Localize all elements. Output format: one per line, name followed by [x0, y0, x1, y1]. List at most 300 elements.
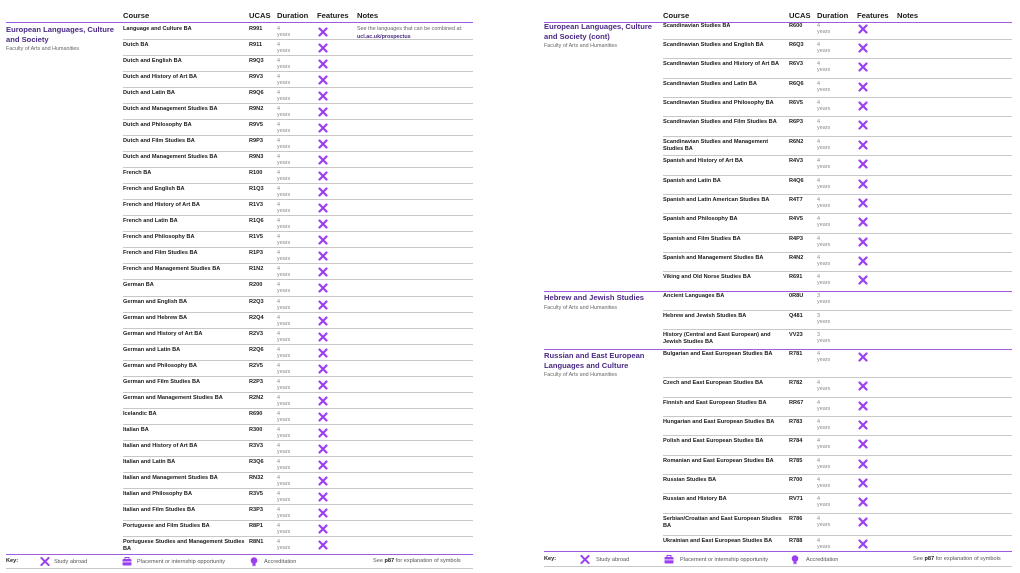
row-divider: [123, 456, 473, 457]
study-abroad-icon: [858, 539, 868, 549]
row-divider: [123, 151, 473, 152]
row-divider: [123, 55, 473, 56]
duration: 4 years: [277, 315, 291, 327]
ucas-code: R1V5: [249, 234, 263, 240]
duration: 4 years: [817, 477, 831, 489]
course-name: German BA: [123, 282, 154, 288]
ucas-code: R1V3: [249, 202, 263, 208]
study-abroad-icon: [318, 251, 328, 261]
study-abroad-icon: [318, 235, 328, 245]
key-ref-suffix: for explanation of symbols: [394, 558, 461, 564]
course-name: Italian and Philosophy BA: [123, 491, 192, 497]
row-divider: [123, 135, 473, 136]
course-name: Italian and Latin BA: [123, 459, 176, 465]
study-abroad-icon: [318, 316, 328, 326]
row-divider: [123, 39, 473, 40]
duration: 4 years: [277, 58, 291, 70]
header-ucas: UCAS: [249, 11, 271, 20]
course-name: German and Hebrew BA: [123, 315, 188, 321]
key-ref-prefix: See: [913, 556, 925, 562]
duration: 4 years: [817, 274, 831, 286]
ucas-code: R8P1: [249, 523, 263, 529]
course-name: French and Philosophy BA: [123, 234, 195, 240]
study-abroad-icon: [318, 348, 328, 358]
study-abroad-icon: [318, 107, 328, 117]
duration: 3 years: [817, 313, 831, 325]
duration: 4 years: [277, 234, 291, 246]
duration: 4 years: [277, 507, 291, 519]
course-name: Dutch and Management Studies BA: [123, 106, 218, 112]
row-divider: [123, 215, 473, 216]
course-name: Bulgarian and East European Studies BA: [663, 351, 773, 357]
row-divider: [123, 87, 473, 88]
row-divider: [663, 474, 1012, 475]
duration: 4 years: [277, 475, 291, 487]
header-features: Features: [317, 11, 349, 20]
study-abroad-icon: [318, 396, 328, 406]
ucas-code: R1P3: [249, 250, 263, 256]
duration: 4 years: [277, 363, 291, 375]
ucas-code: R9N2: [249, 106, 264, 112]
ucas-code: R2Q4: [249, 315, 264, 321]
row-divider: [123, 167, 473, 168]
course-name: Viking and Old Norse Studies BA: [663, 274, 751, 280]
key-ref-prefix: See: [373, 558, 385, 564]
duration: 4 years: [817, 496, 831, 508]
course-name: Italian and History of Art BA: [123, 443, 198, 449]
row-divider: [663, 252, 1012, 253]
course-name: Dutch and Latin BA: [123, 90, 175, 96]
row-divider: [663, 310, 1012, 311]
row-divider: [663, 213, 1012, 214]
row-divider: [663, 329, 1012, 330]
key-study-abroad: [580, 555, 629, 564]
duration: 4 years: [817, 61, 831, 73]
course-name: Spanish and Philosophy BA: [663, 216, 738, 222]
row-divider: [123, 263, 473, 264]
duration: 4 years: [817, 438, 831, 450]
study-abroad-icon: [318, 428, 328, 438]
key-legend: [6, 558, 18, 564]
duration: 4 years: [277, 523, 291, 535]
course-name: Dutch BA: [123, 42, 149, 48]
row-divider: [123, 183, 473, 184]
course-name: Spanish and History of Art BA: [663, 158, 743, 164]
study-abroad-icon: [318, 444, 328, 454]
ucas-code: R2V5: [249, 363, 263, 369]
ucas-code: R690: [249, 411, 263, 417]
row-divider: [123, 279, 473, 280]
course-name: Finnish and East European Studies BA: [663, 400, 767, 406]
study-abroad-icon: [858, 517, 868, 527]
ucas-code: R9V3: [249, 74, 263, 80]
row-divider: [663, 455, 1012, 456]
study-abroad-icon: [858, 256, 868, 266]
study-abroad-icon: [858, 120, 868, 130]
study-abroad-icon: [858, 439, 868, 449]
section-faculty: Faculty of Arts and Humanities: [544, 43, 618, 49]
key-accreditation-label: Accreditation: [264, 559, 297, 565]
row-divider: [123, 344, 473, 345]
ucas-code: R9Q6: [249, 90, 264, 96]
key-accreditation: [250, 557, 296, 567]
course-name: Spanish and Latin BA: [663, 178, 721, 184]
duration: 4 years: [277, 443, 291, 455]
course-name: Italian and Management Studies BA: [123, 475, 218, 481]
study-abroad-icon: [858, 420, 868, 430]
section-title: Hebrew and Jewish Studies: [544, 293, 645, 302]
duration: 4 years: [277, 170, 291, 182]
course-name: German and Latin BA: [123, 347, 181, 353]
ucas-code: R783: [789, 419, 803, 425]
key-study-abroad-label: Study abroad: [54, 558, 88, 565]
ucas-code: R2P3: [249, 379, 263, 385]
study-abroad-icon: [318, 75, 328, 85]
course-name: Scandinavian Studies and English BA: [663, 42, 764, 48]
ucas-code: R785: [789, 458, 803, 464]
row-divider: [123, 536, 473, 537]
study-abroad-icon: [318, 91, 328, 101]
course-name: Icelandic BA: [123, 411, 157, 417]
row-divider: [123, 392, 473, 393]
course-name: Scandinavian Studies and Management Studies BA: [663, 139, 769, 152]
ucas-code: R781: [789, 351, 803, 357]
row-divider: [663, 397, 1012, 398]
duration: 4 years: [817, 100, 831, 112]
study-abroad-icon: [858, 179, 868, 189]
course-name: History (Central and East European) and Jewish Studies BA: [663, 332, 771, 345]
course-name: Dutch and History of Art BA: [123, 74, 198, 80]
course-name: Romanian and East European Studies BA: [663, 458, 774, 464]
section-divider: [544, 349, 1012, 350]
row-divider: [123, 504, 473, 505]
study-abroad-icon: [858, 101, 868, 111]
ucas-code: R911: [249, 42, 263, 48]
ucas-code: R4N2: [789, 255, 804, 261]
study-abroad-icon: [318, 524, 328, 534]
duration: 4 years: [817, 158, 831, 170]
course-name: French and Latin BA: [123, 218, 178, 224]
key-label: Key:: [544, 556, 557, 562]
duration: 4 years: [277, 539, 291, 551]
study-abroad-icon: [318, 476, 328, 486]
row-divider: [663, 233, 1012, 234]
ucas-code: R6P3: [789, 119, 803, 125]
study-abroad-icon: [858, 43, 868, 53]
duration: 4 years: [277, 26, 291, 38]
ucas-code: R8N1: [249, 539, 264, 545]
course-name: Dutch and Management Studies BA: [123, 154, 218, 160]
study-abroad-icon: [858, 401, 868, 411]
study-abroad-icon: [318, 332, 328, 342]
key-reference: [373, 558, 461, 564]
course-name: German and English BA: [123, 299, 188, 305]
duration: 4 years: [277, 106, 291, 118]
header-features: Features: [857, 11, 889, 20]
row-divider: [663, 435, 1012, 436]
briefcase-icon: [664, 555, 674, 564]
study-abroad-icon: [318, 27, 328, 37]
course-name: Dutch and English BA: [123, 58, 182, 64]
course-name: Russian Studies BA: [663, 477, 717, 483]
ucas-code: RN32: [249, 475, 264, 481]
ucas-code: R200: [249, 282, 263, 288]
study-abroad-icon: [318, 380, 328, 390]
course-name: Italian BA: [123, 427, 149, 433]
course-name: Scandinavian Studies BA: [663, 23, 731, 29]
rosette-icon: [791, 555, 799, 565]
duration: 4 years: [277, 379, 291, 391]
duration: 4 years: [277, 331, 291, 343]
ucas-code: R4Q6: [789, 178, 804, 184]
course-name: Czech and East European Studies BA: [663, 380, 764, 386]
row-divider: [123, 71, 473, 72]
study-abroad-icon: [318, 267, 328, 277]
row-divider: [663, 194, 1012, 195]
study-abroad-icon: [318, 139, 328, 149]
row-divider: [663, 39, 1012, 40]
row-divider: [663, 377, 1012, 378]
row-divider: [663, 116, 1012, 117]
duration: 4 years: [277, 74, 291, 86]
duration: 4 years: [817, 236, 831, 248]
study-abroad-icon: [318, 300, 328, 310]
row-divider: [123, 312, 473, 313]
course-name: Spanish and Latin American Studies BA: [663, 197, 770, 203]
duration: 4 years: [277, 411, 291, 423]
right-page: [540, 0, 1020, 573]
course-name: Italian and Film Studies BA: [123, 507, 196, 513]
duration: 4 years: [277, 459, 291, 471]
study-abroad-icon: [858, 82, 868, 92]
row-divider: [123, 360, 473, 361]
study-abroad-icon: [858, 217, 868, 227]
ucas-code: R3V3: [249, 443, 263, 449]
row-divider: [663, 97, 1012, 98]
ucas-code: R9V5: [249, 122, 263, 128]
key-accreditation: [791, 555, 838, 565]
course-name: Hungarian and East European Studies BA: [663, 419, 775, 425]
section-faculty: Faculty of Arts and Humanities: [6, 46, 80, 52]
key-ref-page[interactable]: p87: [924, 556, 935, 562]
row-divider: [123, 231, 473, 232]
key-study-abroad: [40, 557, 87, 566]
ucas-code: RR67: [789, 400, 804, 406]
ucas-code: R1Q6: [249, 218, 264, 224]
course-name: Dutch and Philosophy BA: [123, 122, 192, 128]
study-abroad-icon: [858, 140, 868, 150]
duration: 4 years: [817, 400, 831, 412]
key-study-abroad-label: Study abroad: [596, 556, 630, 563]
row-divider: [663, 271, 1012, 272]
duration: 4 years: [817, 23, 831, 35]
course-name: Russian and History BA: [663, 496, 727, 502]
ucas-code: R300: [249, 427, 263, 433]
header-notes: Notes: [897, 11, 919, 20]
course-name: Ukrainian and East European Studies BA: [663, 538, 773, 544]
key-divider: [6, 554, 473, 555]
study-abroad-icon: [318, 203, 328, 213]
course-name: Hebrew and Jewish Studies BA: [663, 313, 747, 319]
ucas-code: R991: [249, 26, 263, 32]
section-faculty: Faculty of Arts and Humanities: [544, 372, 618, 378]
ucas-code: VV23: [789, 332, 803, 338]
study-abroad-icon: [858, 352, 868, 362]
row-divider: [663, 175, 1012, 176]
ucas-code: 0R8U: [789, 293, 804, 299]
key-label: Key:: [6, 558, 19, 564]
ucas-code: R9Q3: [249, 58, 264, 64]
course-name: Portuguese and Film Studies BA: [123, 523, 210, 529]
duration: 4 years: [277, 395, 291, 407]
study-abroad-icon: [318, 412, 328, 422]
duration: 4 years: [277, 122, 291, 134]
duration: 4 years: [817, 516, 831, 528]
row-divider: [123, 424, 473, 425]
study-abroad-icon: [858, 478, 868, 488]
row-divider: [123, 520, 473, 521]
key-accreditation-label: Accreditation: [806, 557, 839, 563]
header-ucas: UCAS: [789, 11, 811, 20]
duration: 4 years: [277, 154, 291, 166]
header-course: Course: [663, 11, 690, 20]
ucas-code: R3V5: [249, 491, 263, 497]
left-page: [0, 0, 480, 573]
duration: 4 years: [277, 42, 291, 54]
row-divider: [123, 296, 473, 297]
study-abroad-icon: [318, 364, 328, 374]
study-abroad-icon: [858, 62, 868, 72]
duration: 4 years: [277, 427, 291, 439]
duration: 4 years: [277, 202, 291, 214]
ucas-code: RV71: [789, 496, 803, 502]
study-abroad-icon: [318, 155, 328, 165]
row-divider: [663, 78, 1012, 79]
row-divider: [663, 493, 1012, 494]
ucas-code: R4T7: [789, 197, 803, 203]
duration: 4 years: [277, 138, 291, 150]
row-divider: [663, 513, 1012, 514]
duration: 4 years: [817, 197, 831, 209]
course-name: Spanish and Management Studies BA: [663, 255, 764, 261]
key-placement: [122, 557, 225, 566]
duration: 4 years: [817, 255, 831, 267]
ucas-code: R786: [789, 516, 803, 522]
row-divider: [123, 376, 473, 377]
ucas-code: R4V3: [789, 158, 803, 164]
rosette-icon: [250, 557, 258, 567]
study-abroad-icon: [318, 171, 328, 181]
duration: 4 years: [817, 419, 831, 431]
study-abroad-icon: [858, 497, 868, 507]
duration: 3 years: [817, 293, 831, 305]
course-name: French and History of Art BA: [123, 202, 200, 208]
duration: 4 years: [817, 178, 831, 190]
ucas-code: R691: [789, 274, 803, 280]
course-name: German and Film Studies BA: [123, 379, 201, 385]
plane-icon: [580, 555, 590, 564]
ucas-code: Q481: [789, 313, 803, 319]
duration: 4 years: [277, 218, 291, 230]
course-name: Language and Culture BA: [123, 26, 192, 32]
course-name: French and Management Studies BA: [123, 266, 221, 272]
duration: 4 years: [817, 42, 831, 54]
row-divider: [123, 247, 473, 248]
row-divider: [663, 155, 1012, 156]
course-name: French and Film Studies BA: [123, 250, 198, 256]
duration: 4 years: [817, 380, 831, 392]
row-divider: [123, 408, 473, 409]
prospectus-link[interactable]: ucl.ac.uk/prospectus: [357, 33, 411, 40]
course-name: Scandinavian Studies and Latin BA: [663, 81, 757, 87]
ucas-code: R6V5: [789, 100, 803, 106]
duration: 4 years: [277, 347, 291, 359]
course-name: Scandinavian Studies and History of Art BA: [663, 61, 780, 67]
row-divider: [663, 416, 1012, 417]
ucas-code: R9P3: [249, 138, 263, 144]
ucas-code: R9N3: [249, 154, 264, 160]
study-abroad-icon: [318, 460, 328, 470]
duration: 4 years: [817, 216, 831, 228]
row-divider: [123, 328, 473, 329]
ucas-code: R2V3: [249, 331, 263, 337]
row-divider: [123, 472, 473, 473]
key-placement-label: Placement or internship opportunity: [680, 556, 768, 563]
row-divider: [123, 199, 473, 200]
study-abroad-icon: [318, 187, 328, 197]
duration: 4 years: [817, 119, 831, 131]
row-divider: [123, 103, 473, 104]
duration: 4 years: [277, 266, 291, 278]
ucas-code: R2N2: [249, 395, 264, 401]
ucas-code: R6N2: [789, 139, 804, 145]
duration: 4 years: [817, 81, 831, 93]
course-name: Scandinavian Studies and Film Studies BA: [663, 119, 777, 125]
course-name: Serbian/Croatian and East European Studies BA: [663, 516, 782, 529]
duration: 4 years: [277, 282, 291, 294]
section-faculty: Faculty of Arts and Humanities: [544, 305, 618, 311]
section-title: European Languages, Culture and Society (cont): [544, 22, 653, 41]
ucas-code: R782: [789, 380, 803, 386]
ucas-code: R100: [249, 170, 263, 176]
ucas-code: R788: [789, 538, 803, 544]
ucas-code: R3Q6: [249, 459, 264, 465]
ucas-code: R2Q6: [249, 347, 264, 353]
row-divider: [663, 136, 1012, 137]
duration: 4 years: [277, 299, 291, 311]
key-divider: [544, 551, 1012, 552]
row-divider: [663, 535, 1012, 536]
study-abroad-icon: [318, 283, 328, 293]
briefcase-icon: [122, 557, 132, 566]
key-ref-page[interactable]: p87: [384, 558, 395, 564]
study-abroad-icon: [858, 159, 868, 169]
ucas-code: R4V5: [789, 216, 803, 222]
ucas-code: R1Q3: [249, 186, 264, 192]
header-duration: Duration: [817, 11, 849, 20]
header-notes: Notes: [357, 11, 379, 20]
duration: 4 years: [817, 538, 831, 550]
course-name: German and Philosophy BA: [123, 363, 197, 369]
study-abroad-icon: [858, 381, 868, 391]
study-abroad-icon: [318, 219, 328, 229]
duration: 4 years: [277, 491, 291, 503]
row-divider: [123, 440, 473, 441]
study-abroad-icon: [858, 198, 868, 208]
course-name: German and Management Studies BA: [123, 395, 223, 401]
study-abroad-icon: [318, 492, 328, 502]
ucas-code: R6Q3: [789, 42, 804, 48]
